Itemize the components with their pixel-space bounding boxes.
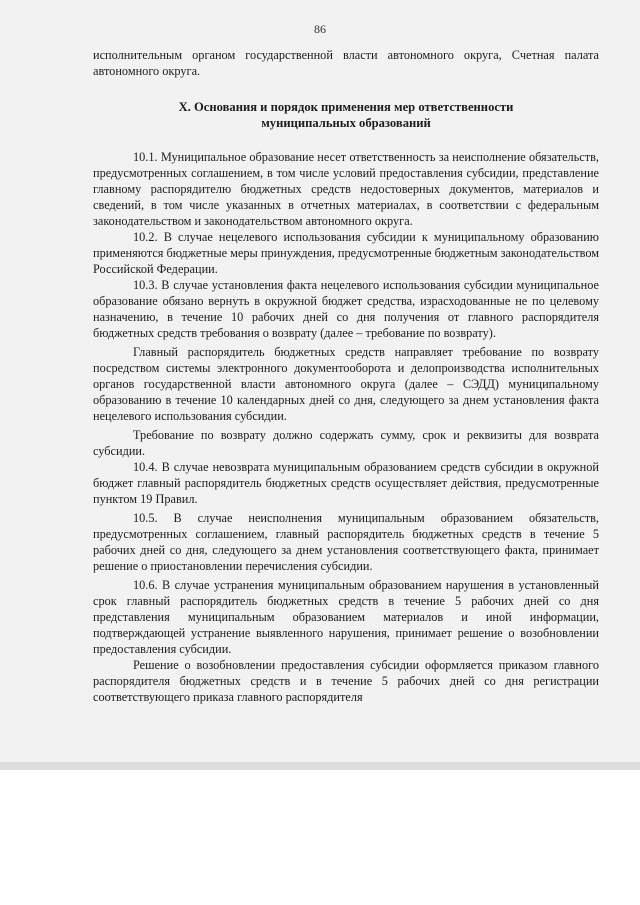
- section-heading: [93, 99, 599, 131]
- page-number: 86: [314, 22, 326, 36]
- paragraph-resumption-decision: Решение о возобновлении предоставления субсидии оформляется приказом главного распорядителя бюджетных средств и в течение 5 рабочих дней со дня регистрации соответствующего приказа главного распорядителя: [93, 658, 599, 704]
- scan-bottom-edge: [0, 762, 640, 770]
- paragraph-10-5: 10.5. В случае неисполнения муниципальным образованием обязательств, предусмотренных соглашением, главный распорядитель бюджетных средств в течение 5 рабочих дней со дня, следующего за днем установления соответствующего факта, принимает решение о приостановлении перечисления субсидии.: [93, 511, 599, 573]
- paragraph-10-2: 10.2. В случае нецелевого использования субсидии к муниципальному образованию применяются бюджетные меры принуждения, предусмотренные бюджетным законодательством Российской Федерации.: [93, 230, 600, 276]
- paragraph-10-3: 10.3. В случае установления факта нецелевого использования субсидии муниципальное образование обязано вернуть в окружной бюджет средства, израсходованные не по целевому назначению, в течение 10 рабочих дней со дня получения от главного распорядителя бюджетных средств требования о возврату (далее – требование по возврату).: [93, 278, 599, 340]
- paragraph-10-6: 10.6. В случае устранения муниципальным образованием нарушения в установленный срок главный распорядитель бюджетных средств в течение 5 рабочих дней со дня представления муниципальным образованием материалов и иной информации, подтверждающей устранение выявленного нарушения, принимает решение о возобновлении предоставления субсидии.: [93, 578, 599, 656]
- intro-paragraph: исполнительным органом государственной власти автономного округа, Счетная палата автономного округа.: [93, 48, 599, 78]
- paragraph-10-1: 10.1. Муниципальное образование несет ответственность за неисполнение обязательств, предусмотренных соглашением, в том числе условий предоставления субсидии, представление главному распорядителю бюджетных средств недостоверных документов, материалов и сведений, в том числе указанных в отчетных материалах, в соответствии с федеральным законодательством и законодательством автономного округа.: [93, 150, 599, 228]
- paragraph-return-content: Требование по возврату должно содержать сумму, срок и реквизиты для возврата субсидии.: [93, 428, 599, 458]
- document-body: [93, 47, 599, 705]
- section-heading-line-1: X. Основания и порядок применения мер ответственности: [178, 100, 514, 114]
- paragraph-return-request: Главный распорядитель бюджетных средств направляет требование по возврату посредством системы электронного документооборота и делопроизводства исполнительных органов государственной власти автономного округа (далее – СЭДД) муниципальному образованию в течение 10 календарных дней со дня, следующего за днем установления факта нецелевого использования субсидии.: [93, 345, 599, 423]
- section-heading-line-2: муниципальных образований: [261, 116, 431, 130]
- paragraph-10-4: 10.4. В случае невозврата муниципальным образованием средств субсидии в окружной бюджет главный распорядитель бюджетных средств осуществляет действия, предусмотренные пунктом 19 Правил.: [93, 460, 599, 506]
